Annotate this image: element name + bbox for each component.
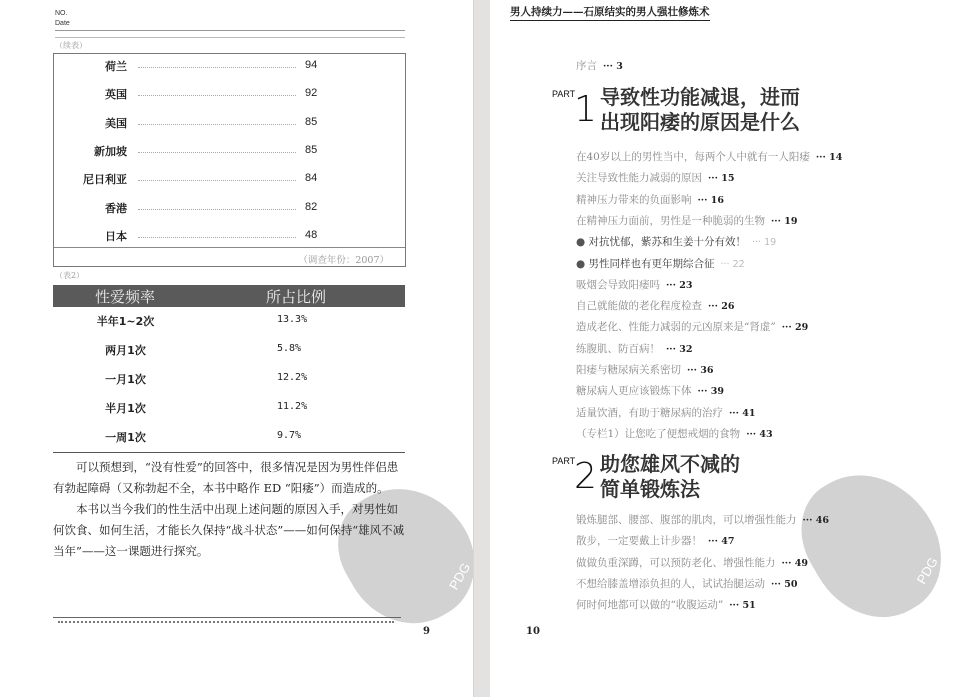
left-page xyxy=(0,0,474,697)
toc-page: ··· 46 xyxy=(802,515,829,526)
watermark-text: PDG xyxy=(446,560,474,593)
toc-title: 造成老化、性能力减弱的元凶原来是“肾虚” xyxy=(576,321,776,334)
country-value: 85 xyxy=(305,143,318,156)
toc-page: ··· 19 xyxy=(771,215,798,227)
toc-page: ··· 39 xyxy=(697,386,724,398)
leader-dots xyxy=(138,152,296,153)
toc-entry[interactable] xyxy=(576,362,713,377)
toc-page: ··· 43 xyxy=(746,428,773,440)
toc-entry[interactable] xyxy=(576,426,773,441)
country-value: 92 xyxy=(305,87,318,100)
country-name: 日本 xyxy=(105,229,127,243)
country-value: 84 xyxy=(305,172,318,185)
leader-dots xyxy=(138,67,296,68)
toc-page: ··· 29 xyxy=(781,322,809,334)
paragraph: 可以预想到，“没有性爱”的回答中，很多情况是因为男性伴侣患有勃起障碍（又称勃起不全，本书中略作 ED “阳痿”）而造成的。 xyxy=(53,460,399,495)
toc-entry[interactable] xyxy=(576,170,734,185)
toc-page: ··· 15 xyxy=(708,173,735,185)
country-value: 94 xyxy=(305,59,318,71)
part-label: PART xyxy=(552,456,576,466)
divider xyxy=(55,37,405,38)
toc-title: 对抗忧郁，紫苏和生姜十分有效！ xyxy=(588,236,746,249)
toc-title: 适量饮酒，有助于糖尿病的治疗 xyxy=(576,406,723,419)
toc-entry[interactable] xyxy=(576,405,755,420)
toc-page: ··· 14 xyxy=(815,152,843,163)
date-label: Date xyxy=(55,20,70,27)
toc-title: 阳痿与糖尿病关系密切 xyxy=(576,364,681,376)
part-title-line: 导致性功能减退，进而 xyxy=(600,85,800,109)
toc-page: ··· 26 xyxy=(708,301,735,313)
toc-title: 不想给膝盖增添负担的人，试试抬腿运动 xyxy=(576,577,765,590)
toc-title: 自己就能做的老化程度检查 xyxy=(576,300,702,313)
running-header: 男人持续力——石原结实的男人强壮修炼术 xyxy=(510,4,710,21)
watermark-text: PDG xyxy=(913,554,941,587)
toc-entry[interactable] xyxy=(576,341,692,356)
leader-dots xyxy=(138,95,296,96)
leader-dots xyxy=(138,180,296,181)
divider xyxy=(53,617,401,618)
toc-page: ··· 3 xyxy=(603,61,623,72)
leader-dots xyxy=(138,209,296,210)
toc-entry[interactable] xyxy=(576,234,776,249)
toc-entry[interactable] xyxy=(576,319,808,334)
frequency: 半年1~2次 xyxy=(96,315,155,328)
toc-entry[interactable] xyxy=(576,277,692,292)
toc-page: ··· 16 xyxy=(697,194,724,206)
toc-page: ··· 23 xyxy=(666,279,693,291)
toc-page: ··· 49 xyxy=(781,557,808,569)
country-value: 82 xyxy=(305,200,318,213)
header-frequency: 性爱频率 xyxy=(95,288,156,306)
divider xyxy=(53,452,405,453)
toc-entry[interactable] xyxy=(576,555,808,570)
no-label: NO. xyxy=(55,10,68,17)
ratio: 11.2% xyxy=(277,401,308,412)
part-title-line: 简单锻炼法 xyxy=(600,477,700,501)
country-value: 48 xyxy=(305,228,318,241)
ratio: 13.3% xyxy=(277,314,308,325)
page-number: 10 xyxy=(526,626,540,637)
toc-title: 男性同样也有更年期综合征 xyxy=(588,257,715,270)
frequency: 两月1次 xyxy=(105,344,146,357)
divider xyxy=(55,30,405,31)
frequency: 一月1次 xyxy=(105,373,146,386)
dotted-rule xyxy=(58,621,394,623)
toc-entry[interactable] xyxy=(576,298,734,313)
table1-note: （调查年份：2007） xyxy=(298,255,389,266)
toc-page: ··· 22 xyxy=(720,258,745,270)
country-name: 香港 xyxy=(105,201,127,215)
toc-entry[interactable] xyxy=(576,576,797,591)
part-number: 2 xyxy=(574,456,597,497)
toc-title: 何时何地都可以做的“收腹运动” xyxy=(576,599,724,612)
toc-entry[interactable] xyxy=(576,149,842,164)
bullet-icon: ● xyxy=(576,236,589,249)
leader-dots xyxy=(138,237,296,238)
ratio: 9.7% xyxy=(277,430,302,441)
watermark-seal xyxy=(781,449,960,641)
frequency: 一周1次 xyxy=(105,431,146,444)
toc-preface[interactable] xyxy=(576,58,623,73)
toc-page: ··· 47 xyxy=(708,536,735,548)
toc-entry[interactable] xyxy=(576,383,724,398)
ratio: 5.8% xyxy=(277,343,302,354)
toc-entry[interactable] xyxy=(576,512,829,527)
toc-page: ··· 50 xyxy=(771,578,798,590)
part-label: PART xyxy=(552,89,576,99)
part-title-line: 出现阳痿的原因是什么 xyxy=(600,110,800,134)
toc-title: 精神压力带来的负面影响 xyxy=(576,193,692,206)
toc-title: 做做负重深蹲，可以预防老化、增强性能力 xyxy=(576,556,776,569)
country-name: 尼日利亚 xyxy=(83,173,127,187)
toc-title: 吸烟会导致阳痿吗 xyxy=(576,278,660,291)
toc-entry[interactable] xyxy=(576,533,734,548)
toc-title: 锻炼腿部、腰部、腹部的肌肉，可以增强性能力 xyxy=(576,514,797,526)
toc-title: 散步，一定要戴上计步器！ xyxy=(576,535,702,548)
country-name: 新加坡 xyxy=(94,144,127,158)
toc-page: ··· 19 xyxy=(752,237,777,249)
part-title xyxy=(600,452,740,502)
toc-title: 序言 xyxy=(576,60,597,72)
frequency: 半月1次 xyxy=(105,402,146,415)
toc-page: ··· 41 xyxy=(729,407,756,419)
table2-caption: （表2） xyxy=(55,271,85,280)
toc-entry[interactable] xyxy=(576,213,797,228)
right-page xyxy=(490,0,960,697)
table1 xyxy=(53,53,406,267)
bullet-icon: ● xyxy=(576,257,589,270)
toc-title: （专栏1）让您吃了便想戒烟的食物 xyxy=(576,427,741,440)
toc-page: ··· 36 xyxy=(687,365,714,376)
country-value: 85 xyxy=(305,115,318,128)
toc-entry[interactable] xyxy=(576,256,745,271)
toc-title: 糖尿病人更应该锻炼下体 xyxy=(576,385,692,398)
header-ratio: 所占比例 xyxy=(266,288,327,306)
toc-entry[interactable] xyxy=(576,597,756,612)
leader-dots xyxy=(138,124,296,125)
toc-title: 关注导致性能力减弱的原因 xyxy=(576,172,702,185)
country-name: 荷兰 xyxy=(105,60,127,73)
toc-title: 练腹肌、防百病！ xyxy=(576,342,660,355)
country-name: 英国 xyxy=(105,88,127,102)
part-title-line: 助您雄风不减的 xyxy=(600,452,740,476)
toc-page: ··· 32 xyxy=(666,343,693,355)
ratio: 12.2% xyxy=(277,372,308,383)
part-number: 1 xyxy=(574,89,597,130)
table2-header xyxy=(53,285,405,307)
part-title xyxy=(600,85,800,135)
country-name: 美国 xyxy=(105,116,127,130)
page-number: 9 xyxy=(423,626,430,637)
table1-caption: （续表） xyxy=(55,41,87,50)
toc-page: ··· 51 xyxy=(729,600,756,612)
toc-entry[interactable] xyxy=(576,192,724,207)
toc-title: 在40岁以上的男性当中，每两个人中就有一人阳痿 xyxy=(576,151,810,163)
toc-title: 在精神压力面前，男性是一种脆弱的生物 xyxy=(576,214,765,227)
paragraph: 本书以当今我们的性生活中出现上述问题的原因入手，对男性如何饮食、如何生活，才能长久保持“战斗状态”——如何保持“雄风不减当年”——这一课题进行探究。 xyxy=(53,502,405,558)
